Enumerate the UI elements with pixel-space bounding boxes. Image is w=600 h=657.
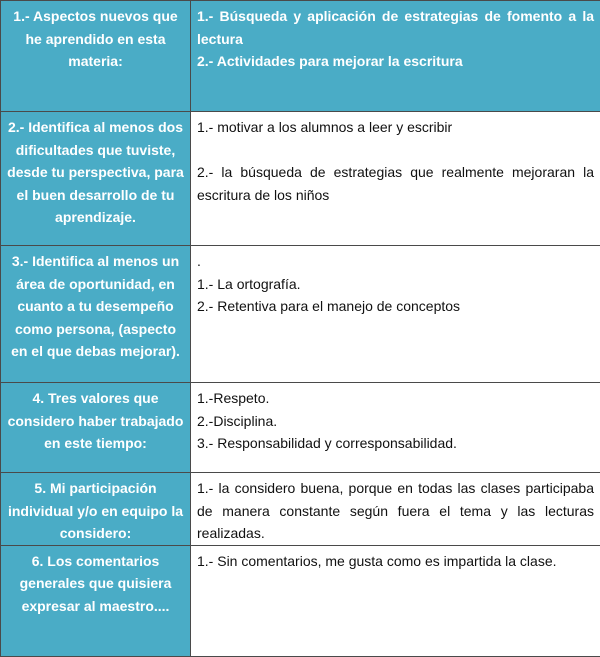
row-answer-comments — [191, 545, 600, 656]
row-label-participation: 5. Mi participación individual y/o en equipo la considero: — [1, 473, 191, 546]
row-answer-new-aspects — [191, 1, 600, 112]
row-label-difficulties: 2.- Identifica al menos dos dificultades que tuviste, desde tu perspectiva, para el buen desarrollo de tu aprendizaje. — [1, 112, 191, 246]
answer-line: 1.- la considero buena, porque en todas las clases participaba de manera constante según fuera el tema y las lecturas realizadas. — [197, 477, 594, 545]
row-label-opportunity-area: 3.- Identifica al menos un área de oportunidad, en cuanto a tu desempeño como persona, (aspecto en el que debas mejorar). — [1, 246, 191, 383]
row-label-new-aspects: 1.- Aspectos nuevos que he aprendido en esta materia: — [1, 1, 191, 112]
answer-line: 1.- Sin comentarios, me gusta como es impartida la clase. — [197, 550, 594, 573]
table-row — [1, 383, 600, 473]
answer-line: 1.- La ortografía. — [197, 273, 594, 296]
answer-line: 2.-Disciplina. — [197, 410, 594, 433]
row-label-values: 4. Tres valores que considero haber trabajado en este tiempo: — [1, 383, 191, 473]
table-row — [1, 246, 600, 383]
table-row — [1, 473, 600, 546]
table-row — [1, 1, 600, 112]
row-label-comments: 6. Los comentarios generales que quisiera expresar al maestro.... — [1, 545, 191, 656]
row-answer-opportunity-area — [191, 246, 600, 383]
spacer — [197, 139, 594, 162]
table-row — [1, 112, 600, 246]
table-row — [1, 545, 600, 656]
answer-line: 1.- motivar a los alumnos a leer y escribir — [197, 116, 594, 139]
answer-line: 1.- Búsqueda y aplicación de estrategias de fomento a la lectura — [197, 5, 594, 50]
answer-line: 3.- Responsabilidad y corresponsabilidad. — [197, 432, 594, 455]
answer-line: 1.-Respeto. — [197, 387, 594, 410]
answer-line: 2.- la búsqueda de estrategias que realmente mejoraran la escritura de los niños — [197, 161, 594, 206]
row-answer-difficulties — [191, 112, 600, 246]
answer-line: 2.- Actividades para mejorar la escritura — [197, 50, 594, 73]
answer-line: 2.- Retentiva para el manejo de conceptos — [197, 295, 594, 318]
row-answer-participation — [191, 473, 600, 546]
row-answer-values — [191, 383, 600, 473]
answer-line: . — [197, 250, 594, 273]
